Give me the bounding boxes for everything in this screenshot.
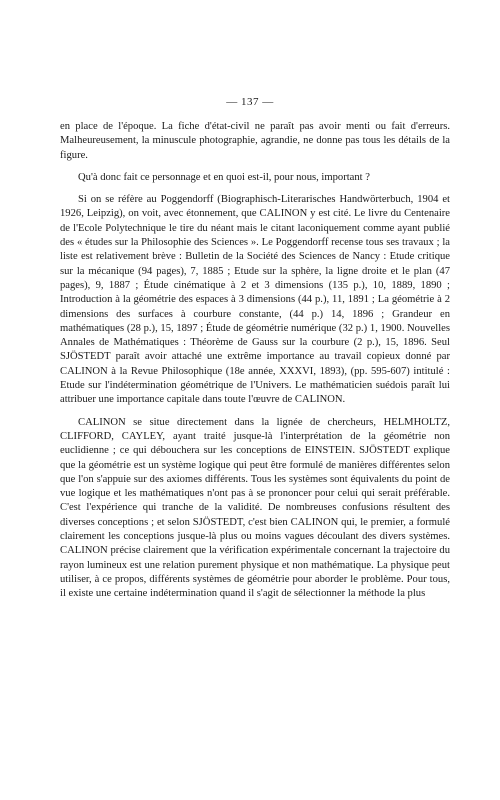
paragraph-calinon-lineage: CALINON se situe directement dans la lignée de chercheurs, HELMHOLTZ, CLIFFORD, CAYLEY, ayant traité jusque-là l'interprétation de la géométrie non euclidienne ; ce qui débouchera sur les conceptions de EINSTEIN. SJÖSTEDT explique que la géométrie est un système logique qui peut être formulé de manières différentes selon que l'on s'appuie sur des axiomes différents. Tous les systèmes sont équivalents du point de vue logique et les mathématiques n'ont pas à se prononcer pour celui qui serait préférable. C'est l'expérience qui tranche de la validité. De nombreuses confusions résultent des diverses conceptions ; et selon SJÖSTEDT, c'est bien CALINON qui, le premier, a formulé clairement les conceptions jusque-là plus ou moins vagues découlant des divers systèmes. CALINON précise clairement que la vérification expérimentale concernant la trajectoire du rayon lumineux est une relation purement physique et non mathématique. La physique peut utiliser, à ce propos, différents systèmes de géométrie pour aborder le problème. Pour tous, il existe une certaine indétermination quand il s'agit de sélectionner la méthode la plus [60,416,450,600]
page-number: — 137 — [226,96,274,108]
paragraph-poggendorff: Si on se réfère au Poggendorff (Biographisch-Literarisches Handwörterbuch, 1904 et 1926, Leipzig), on voit, avec étonnement, que CALINON y est cité. Le livre du Centenaire de l'Ecole Polytechnique le tire du néant mais le citant laconiquement comme ayant publié des « études sur la Philosophie des Sciences ». Le Poggendorff recense tous ses travaux ; la liste est relativement brève : Bulletin de la Société des Sciences de Nancy : Etude critique sur la mécanique (94 pages), 7, 1885 ; Etude sur la sphère, la ligne droite et le plan (47 pages), 9, 1887 ; Étude cinématique à 2 et 3 dimensions (135 p.), 10, 1889, 1890 ; Introduction à la géométrie des espaces à 3 dimensions (44 p.), 11, 1891 ; La géométrie à 2 dimensions des surfaces à courbure constante, (44 p.) 14, 1896 ; Grandeur en mathématiques (28 p.), 15, 1897 ; Étude de géométrie numérique (32 p.) 1, 1900. Nouvelles Annales de Mathématiques : Théorème de Gauss sur la courbure (2 p.), 15, 1896. Seul SJÖSTEDT paraît avoir attaché une extrême importance au travail copieux donné par CALINON à la Revue Philosophique (18e année, XXXVI, 1893), (pp. 595-607) intitulé : Etude sur l'indétermination géométrique de l'Univers. Le mathématicien suédois paraît lui attribuer une importance capitale dans toute l'œuvre de CALINON. [60,194,450,406]
paragraph-continuation: en place de l'époque. La fiche d'état-civil ne paraît pas avoir menti ou fait d'erreurs. Malheureusement, la minuscule photographie, agrandie, ne donne pas tous les détails de la figure. [60,121,450,161]
paragraph-question: Qu'à donc fait ce personnage et en quoi est-il, pour nous, important ? [78,171,370,183]
body-text [60,120,450,602]
